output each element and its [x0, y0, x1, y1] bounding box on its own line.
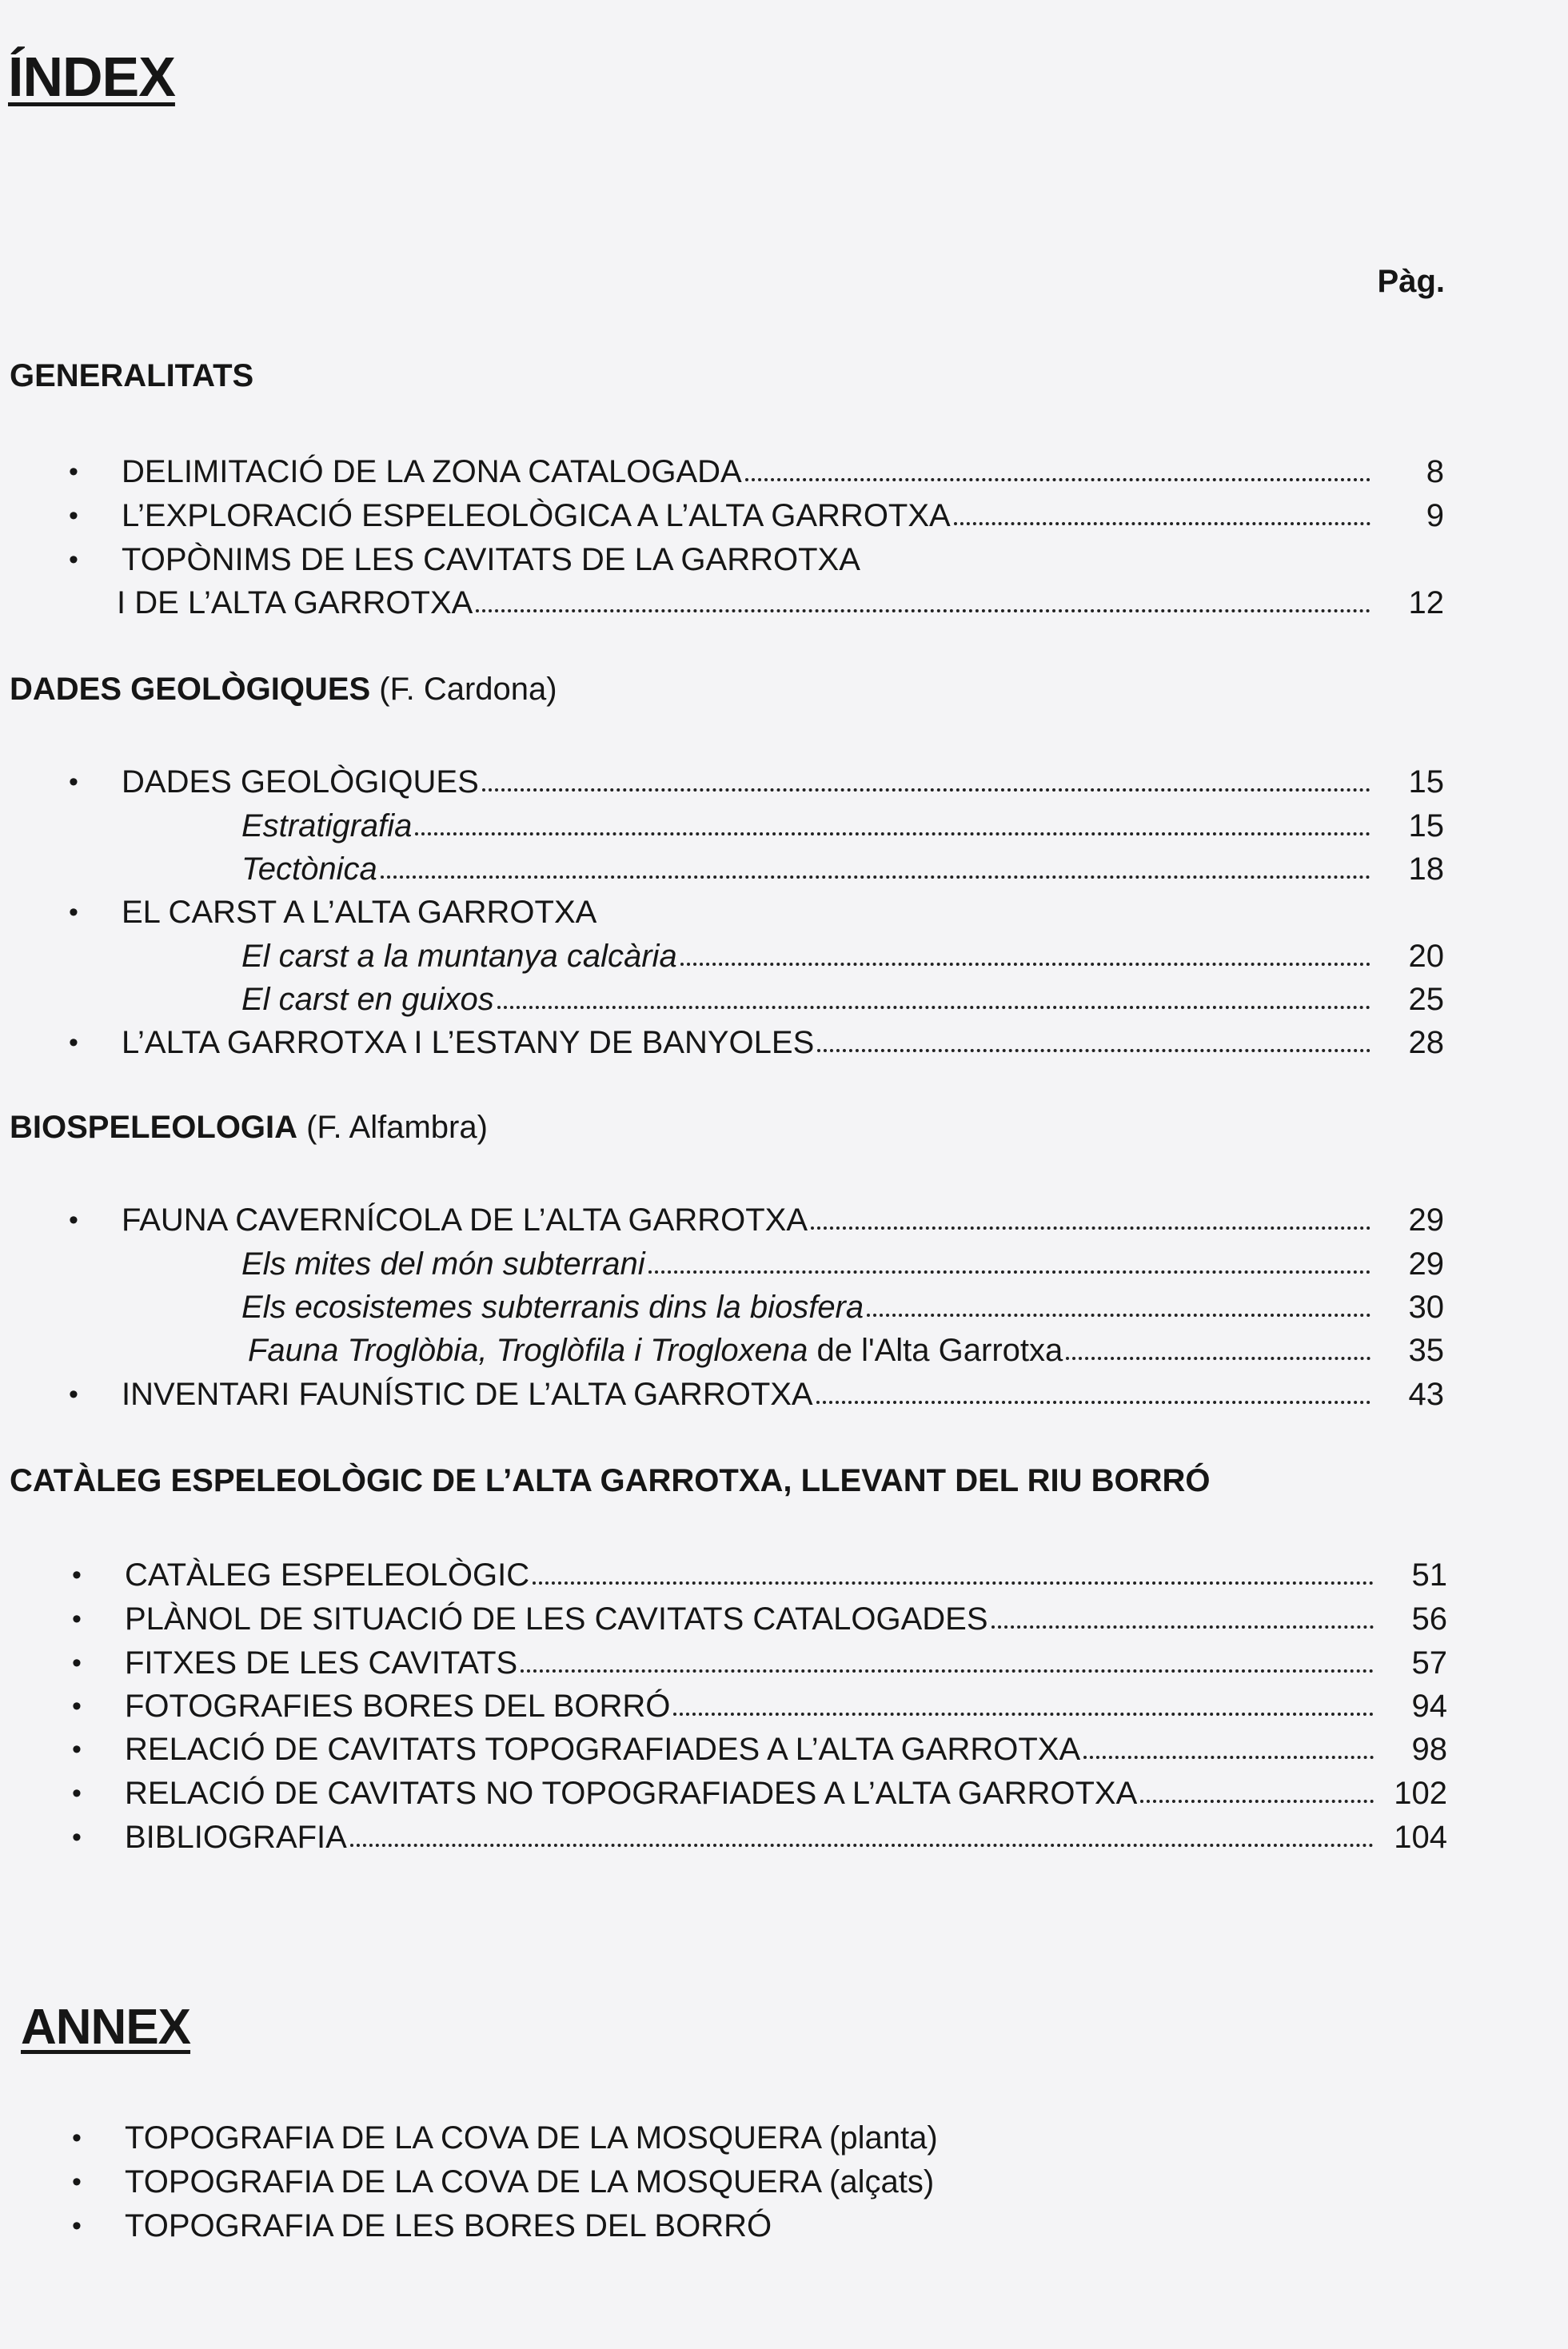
entry-label: PLÀNOL DE SITUACIÓ DE LES CAVITATS CATALOGADES [125, 1601, 988, 1637]
entry-page: 102 [1394, 1776, 1447, 1811]
section-title: CATÀLEG ESPELEOLÒGIC DE L’ALTA GARROTXA, LLEVANT DEL RIU BORRÓ [10, 1463, 1211, 1498]
dot-leader [497, 1006, 1371, 1009]
dot-leader [817, 1049, 1371, 1052]
dot-leader [954, 522, 1371, 525]
dot-leader [680, 963, 1371, 966]
bullet-icon: • [69, 897, 78, 927]
entry-page: 15 [1408, 764, 1444, 800]
bullet-icon: • [72, 1648, 82, 1678]
dot-leader [1066, 1357, 1371, 1360]
toc-entry[interactable] [69, 760, 1444, 801]
section-heading [10, 1110, 488, 1146]
entry-page: 104 [1394, 1820, 1447, 1855]
dot-leader [415, 832, 1371, 836]
section-author: (F. Alfambra) [306, 1110, 488, 1145]
entry-label: INVENTARI FAUNÍSTIC DE L’ALTA GARROTXA [122, 1377, 813, 1412]
toc-entry[interactable] [69, 449, 1444, 491]
toc-subentry[interactable] [241, 1285, 1444, 1326]
entry-label: FAUNA CAVERNÍCOLA DE L’ALTA GARROTXA [122, 1202, 808, 1238]
entry-page: 51 [1411, 1557, 1447, 1593]
toc-subentry[interactable] [241, 847, 1444, 888]
entry-label: TOPOGRAFIA DE LA COVA DE LA MOSQUERA (planta) [125, 2120, 938, 2156]
dot-leader [867, 1314, 1371, 1317]
entry-page: 12 [1408, 585, 1444, 620]
section-heading [10, 672, 557, 708]
toc-subentry[interactable] [241, 1242, 1444, 1283]
bullet-icon: • [69, 457, 78, 487]
bullet-icon: • [72, 2211, 82, 2241]
entry-label: L’ALTA GARROTXA I L’ESTANY DE BANYOLES [122, 1025, 815, 1060]
toc-entry-continuation[interactable] [117, 580, 1444, 622]
entry-label: L’EXPLORACIÓ ESPELEOLÒGICA A L’ALTA GARROTXA [122, 498, 951, 533]
toc-subentry[interactable] [248, 1328, 1444, 1370]
toc-entry[interactable] [72, 1597, 1447, 1638]
entry-page: 18 [1408, 851, 1444, 887]
toc-entry[interactable] [69, 537, 860, 579]
entry-label: DELIMITACIÓ DE LA ZONA CATALOGADA [122, 454, 742, 489]
entry-page: 43 [1408, 1377, 1444, 1412]
bullet-icon: • [69, 501, 78, 531]
toc-entry[interactable] [72, 1684, 1447, 1725]
entry-page: 57 [1411, 1645, 1447, 1681]
entry-page: 15 [1408, 808, 1444, 843]
toc-subentry[interactable] [241, 977, 1444, 1019]
dot-leader [381, 875, 1371, 879]
toc-entry[interactable] [72, 1641, 1447, 1682]
entry-page: 56 [1411, 1601, 1447, 1637]
bullet-icon: • [72, 1734, 82, 1765]
entry-page: 29 [1408, 1202, 1444, 1238]
entry-label: TOPOGRAFIA DE LES BORES DEL BORRÓ [125, 2208, 772, 2243]
entry-label: CATÀLEG ESPELEOLÒGIC [125, 1557, 530, 1593]
entry-page: 28 [1408, 1025, 1444, 1060]
entry-label: El carst a la muntanya calcària [241, 939, 677, 974]
entry-label: RELACIÓ DE CAVITATS NO TOPOGRAFIADES A L’ALTA GARROTXA [125, 1776, 1138, 1811]
dot-leader [745, 478, 1371, 481]
entry-label: Estratigrafia [241, 808, 413, 843]
entry-label-suffix: de l'Alta Garrotxa [808, 1333, 1063, 1368]
toc-subentry[interactable] [241, 934, 1444, 975]
dot-leader [1083, 1756, 1374, 1759]
dot-leader [991, 1625, 1374, 1629]
dot-leader [673, 1713, 1374, 1716]
bullet-icon: • [72, 1604, 82, 1634]
bullet-icon: • [72, 1778, 82, 1809]
entry-page: 9 [1426, 498, 1444, 533]
entry-page: 29 [1408, 1246, 1444, 1282]
entry-label: RELACIÓ DE CAVITATS TOPOGRAFIADES A L’ALTA GARROTXA [125, 1732, 1081, 1767]
bullet-icon: • [72, 1560, 82, 1590]
dot-leader [1140, 1800, 1374, 1803]
entry-label-italic: Fauna Troglòbia, Troglòfila i Trogloxena [248, 1333, 808, 1368]
dot-leader [816, 1401, 1371, 1404]
dot-leader [482, 788, 1371, 792]
entry-label: Tectònica [241, 851, 377, 887]
entry-page: 35 [1408, 1333, 1444, 1368]
dot-leader [350, 1844, 1374, 1847]
bullet-icon: • [69, 1027, 78, 1058]
entry-page: 98 [1411, 1732, 1447, 1767]
entry-page: 25 [1408, 982, 1444, 1017]
entry-label: I DE L’ALTA GARROTXA [117, 585, 473, 620]
section-heading [10, 1463, 1211, 1499]
dot-leader [521, 1669, 1374, 1673]
entry-label: DADES GEOLÒGIQUES [122, 764, 479, 800]
entry-label: Els ecosistemes subterranis dins la biosfera [241, 1290, 864, 1325]
entry-label: EL CARST A L’ALTA GARROTXA [122, 895, 597, 930]
section-title: DADES GEOLÒGIQUES [10, 672, 371, 707]
bullet-icon: • [69, 544, 78, 575]
dot-leader [648, 1270, 1371, 1274]
toc-entry[interactable] [69, 1372, 1444, 1414]
entry-label: BIBLIOGRAFIA [125, 1820, 347, 1855]
entry-page: 20 [1408, 939, 1444, 974]
page-title: ÍNDEX [8, 46, 175, 108]
toc-entry[interactable] [69, 493, 1444, 535]
dot-leader [476, 609, 1371, 612]
annex-item[interactable] [72, 2203, 772, 2245]
entry-label: FOTOGRAFIES BORES DEL BORRÓ [125, 1689, 671, 1724]
toc-subentry[interactable] [241, 804, 1444, 845]
section-title: BIOSPELEOLOGIA [10, 1110, 298, 1145]
dot-leader [811, 1226, 1371, 1230]
bullet-icon: • [72, 2123, 82, 2153]
section-author: (F. Cardona) [379, 672, 557, 707]
bullet-icon: • [72, 2167, 82, 2197]
toc-entry[interactable] [72, 1771, 1447, 1813]
annex-item[interactable] [72, 2116, 938, 2157]
entry-page: 30 [1408, 1290, 1444, 1325]
bullet-icon: • [69, 1205, 78, 1235]
entry-label: TOPÒNIMS DE LES CAVITATS DE LA GARROTXA [122, 542, 860, 577]
entry-label: TOPOGRAFIA DE LA COVA DE LA MOSQUERA (alçats) [125, 2164, 935, 2199]
page-column-label: Pàg. [1377, 264, 1445, 299]
entry-page: 8 [1426, 454, 1444, 489]
bullet-icon: • [72, 1691, 82, 1721]
entry-page: 94 [1411, 1689, 1447, 1724]
entry-label: El carst en guixos [241, 982, 494, 1017]
section-heading [10, 358, 253, 394]
toc-entry[interactable] [72, 1815, 1447, 1856]
toc-entry[interactable] [69, 1020, 1444, 1062]
toc-entry[interactable] [72, 1727, 1447, 1769]
toc-entry[interactable] [69, 890, 596, 931]
entry-label [248, 1331, 1063, 1370]
section-title: GENERALITATS [10, 358, 254, 393]
bullet-icon: • [69, 767, 78, 797]
bullet-icon: • [69, 1379, 78, 1410]
entry-label: FITXES DE LES CAVITATS [125, 1645, 518, 1681]
entry-label: Els mites del món subterrani [241, 1246, 645, 1282]
toc-entry[interactable] [72, 1553, 1447, 1594]
dot-leader [533, 1581, 1374, 1585]
bullet-icon: • [72, 1822, 82, 1852]
toc-entry[interactable] [69, 1198, 1444, 1239]
annex-title: ANNEX [21, 2000, 191, 2055]
annex-item[interactable] [72, 2160, 934, 2201]
